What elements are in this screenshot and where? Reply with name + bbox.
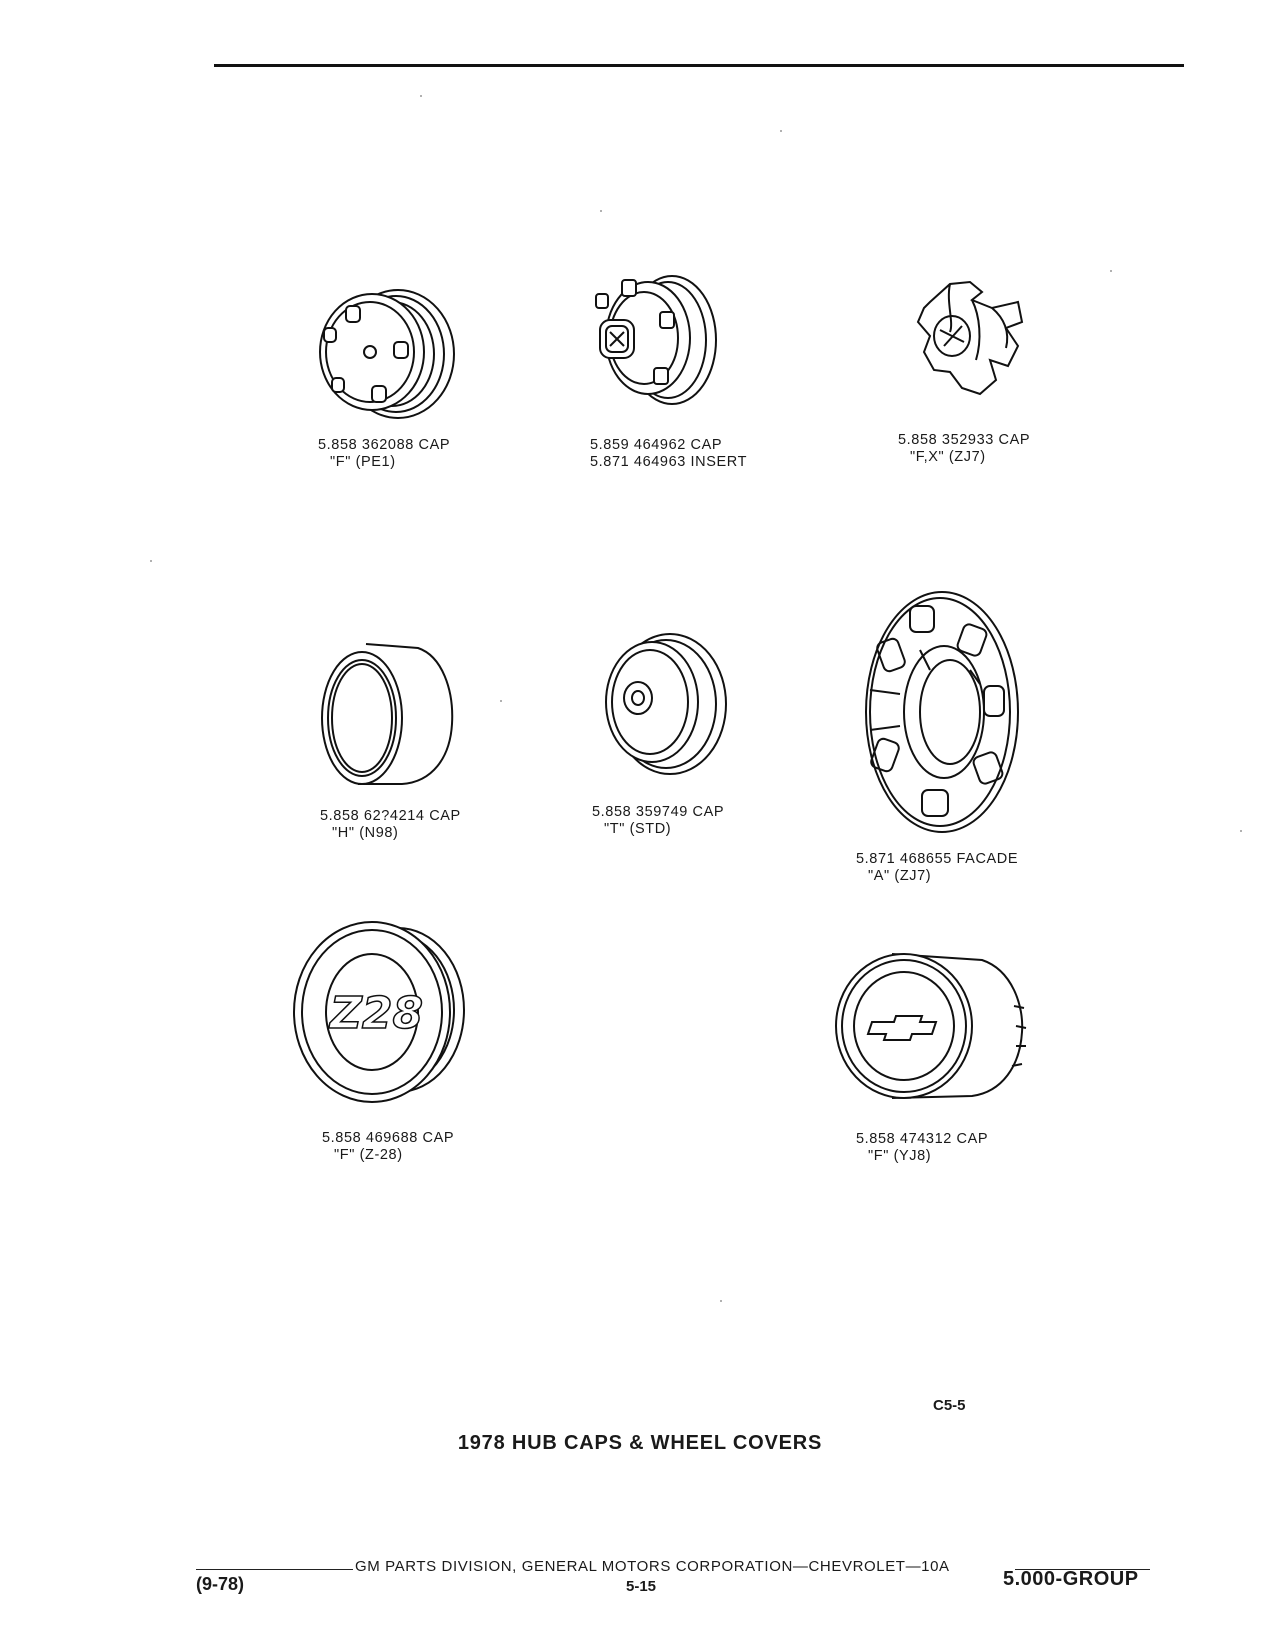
part-label [898,432,1030,466]
svg-text:Z28: Z28 [330,988,424,1039]
part-label [590,437,747,471]
part-number: 5.858 62?4214 CAP [320,808,461,824]
part-label [856,851,1018,885]
center-cap-open-icon [910,262,1030,407]
part-code: "T" (STD) [604,821,672,837]
bowtie-cap-icon [832,946,1032,1106]
group-number: 5.000-GROUP [1003,1568,1139,1590]
part-number: 5.858 362088 CAP [318,437,451,453]
part-label [322,1130,454,1164]
scan-speck [780,130,782,132]
ring-cap-icon [318,640,458,790]
part-number: 5.858 359749 CAP [592,804,725,820]
part-code: "F" (PE1) [330,454,396,470]
part-number: 5.858 469688 CAP [322,1130,455,1146]
part-code: "F" (YJ8) [868,1148,932,1164]
part-code: "H" (N98) [332,825,399,841]
hub-cap-four-lug-insert-icon [592,268,722,408]
scan-speck [600,210,602,212]
z28-cap-icon [290,918,480,1108]
dome-hub-cap-icon [600,628,730,778]
scan-speck [720,1300,722,1302]
scan-speck [1110,270,1112,272]
section-code: C5-5 [933,1397,966,1414]
footer-rule-left [196,1569,353,1570]
part-code: "F" (Z-28) [334,1147,403,1163]
page-number: 5-15 [626,1578,657,1595]
scan-speck [150,560,152,562]
scan-speck [1240,830,1242,832]
part-label [856,1131,988,1165]
part-number: 5.858 474312 CAP [856,1131,989,1147]
part-number: 5.859 464962 CAP [590,437,723,453]
footer-division: GM PARTS DIVISION, GENERAL MOTORS CORPORATION—CHEVROLET—10A [355,1558,950,1575]
part-number: 5.858 352933 CAP [898,432,1031,448]
scan-speck [420,95,422,97]
page-title: 1978 HUB CAPS & WHEEL COVERS [457,1432,823,1454]
part-label [592,804,724,838]
part-code: "F,X" (ZJ7) [910,449,986,465]
part-code: "A" (ZJ7) [868,868,932,884]
part-number-insert: 5.871 464963 INSERT [590,454,748,470]
part-label [320,808,461,842]
revision-date: (9-78) [196,1574,245,1594]
part-label [318,437,450,471]
wheel-facade-icon [860,590,1020,840]
top-rule [214,64,1184,67]
hub-cap-five-lug-icon [310,282,460,422]
scan-speck [500,700,502,702]
part-number: 5.871 468655 FACADE [856,851,1019,867]
